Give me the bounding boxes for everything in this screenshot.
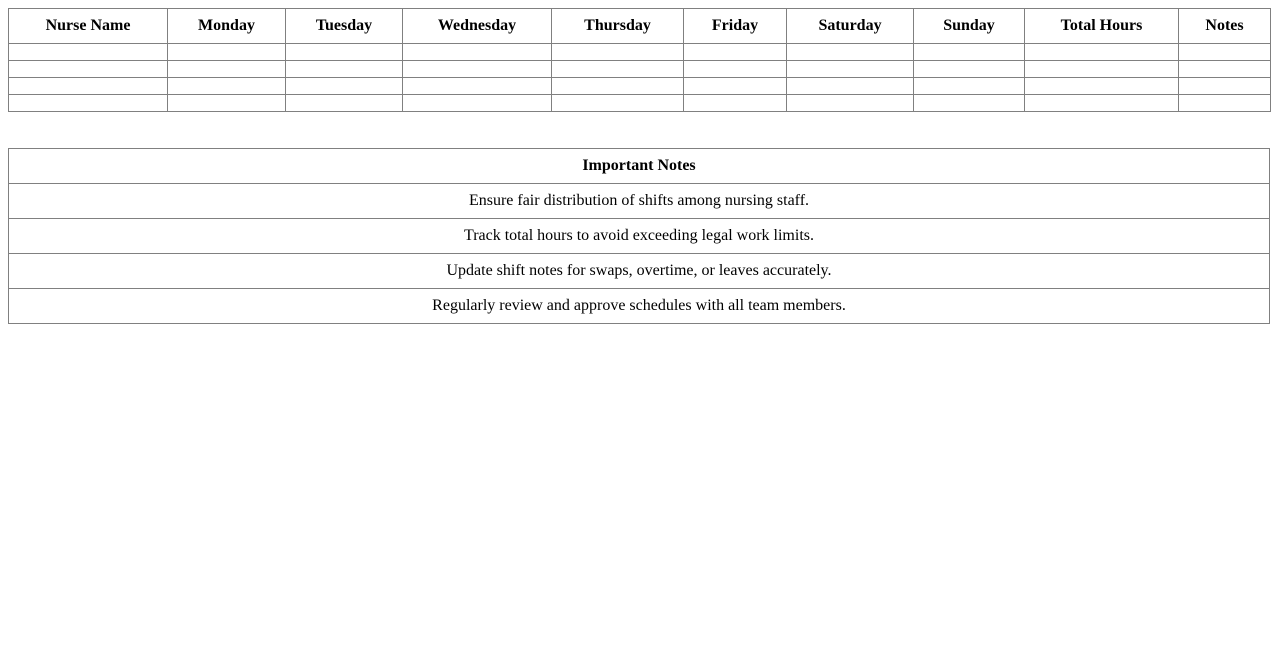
table-cell (787, 95, 914, 112)
table-cell (552, 95, 684, 112)
table-cell (1179, 61, 1271, 78)
table-cell (403, 61, 552, 78)
table-cell (9, 78, 168, 95)
table-cell (787, 44, 914, 61)
note-text: Regularly review and approve schedules with all team members. (9, 289, 1270, 324)
table-cell (403, 44, 552, 61)
table-cell (914, 61, 1025, 78)
table-cell (914, 78, 1025, 95)
column-header-notes: Notes (1179, 9, 1271, 44)
schedule-header-row (9, 9, 1271, 44)
table-row (9, 44, 1271, 61)
table-cell (1179, 95, 1271, 112)
column-header-thursday: Thursday (552, 9, 684, 44)
table-row (9, 95, 1271, 112)
table-cell (914, 44, 1025, 61)
table-cell (787, 78, 914, 95)
table-cell (286, 44, 403, 61)
table-cell (168, 78, 286, 95)
table-cell (787, 61, 914, 78)
note-text: Ensure fair distribution of shifts among nursing staff. (9, 184, 1270, 219)
notes-header-row (9, 149, 1270, 184)
table-cell (9, 95, 168, 112)
column-header-total-hours: Total Hours (1025, 9, 1179, 44)
table-cell (552, 44, 684, 61)
notes-title: Important Notes (9, 149, 1270, 184)
list-item (9, 289, 1270, 324)
table-cell (9, 61, 168, 78)
table-cell (168, 61, 286, 78)
table-row (9, 61, 1271, 78)
nurse-schedule-table (8, 8, 1271, 112)
column-header-nurse-name: Nurse Name (9, 9, 168, 44)
table-cell (684, 61, 787, 78)
list-item (9, 184, 1270, 219)
table-cell (1025, 78, 1179, 95)
note-text: Update shift notes for swaps, overtime, or leaves accurately. (9, 254, 1270, 289)
column-header-sunday: Sunday (914, 9, 1025, 44)
table-cell (1179, 44, 1271, 61)
table-cell (684, 78, 787, 95)
column-header-friday: Friday (684, 9, 787, 44)
table-cell (552, 61, 684, 78)
table-cell (168, 95, 286, 112)
table-cell (1025, 95, 1179, 112)
table-cell (914, 95, 1025, 112)
table-cell (286, 61, 403, 78)
column-header-wednesday: Wednesday (403, 9, 552, 44)
column-header-monday: Monday (168, 9, 286, 44)
table-cell (684, 95, 787, 112)
table-cell (684, 44, 787, 61)
table-cell (1179, 78, 1271, 95)
table-cell (286, 78, 403, 95)
column-header-saturday: Saturday (787, 9, 914, 44)
list-item (9, 219, 1270, 254)
table-cell (1025, 61, 1179, 78)
table-cell (403, 78, 552, 95)
column-header-tuesday: Tuesday (286, 9, 403, 44)
list-item (9, 254, 1270, 289)
important-notes-table (8, 148, 1270, 324)
table-cell (9, 44, 168, 61)
table-row (9, 78, 1271, 95)
note-text: Track total hours to avoid exceeding legal work limits. (9, 219, 1270, 254)
table-cell (552, 78, 684, 95)
table-cell (286, 95, 403, 112)
table-cell (1025, 44, 1179, 61)
table-cell (168, 44, 286, 61)
table-cell (403, 95, 552, 112)
